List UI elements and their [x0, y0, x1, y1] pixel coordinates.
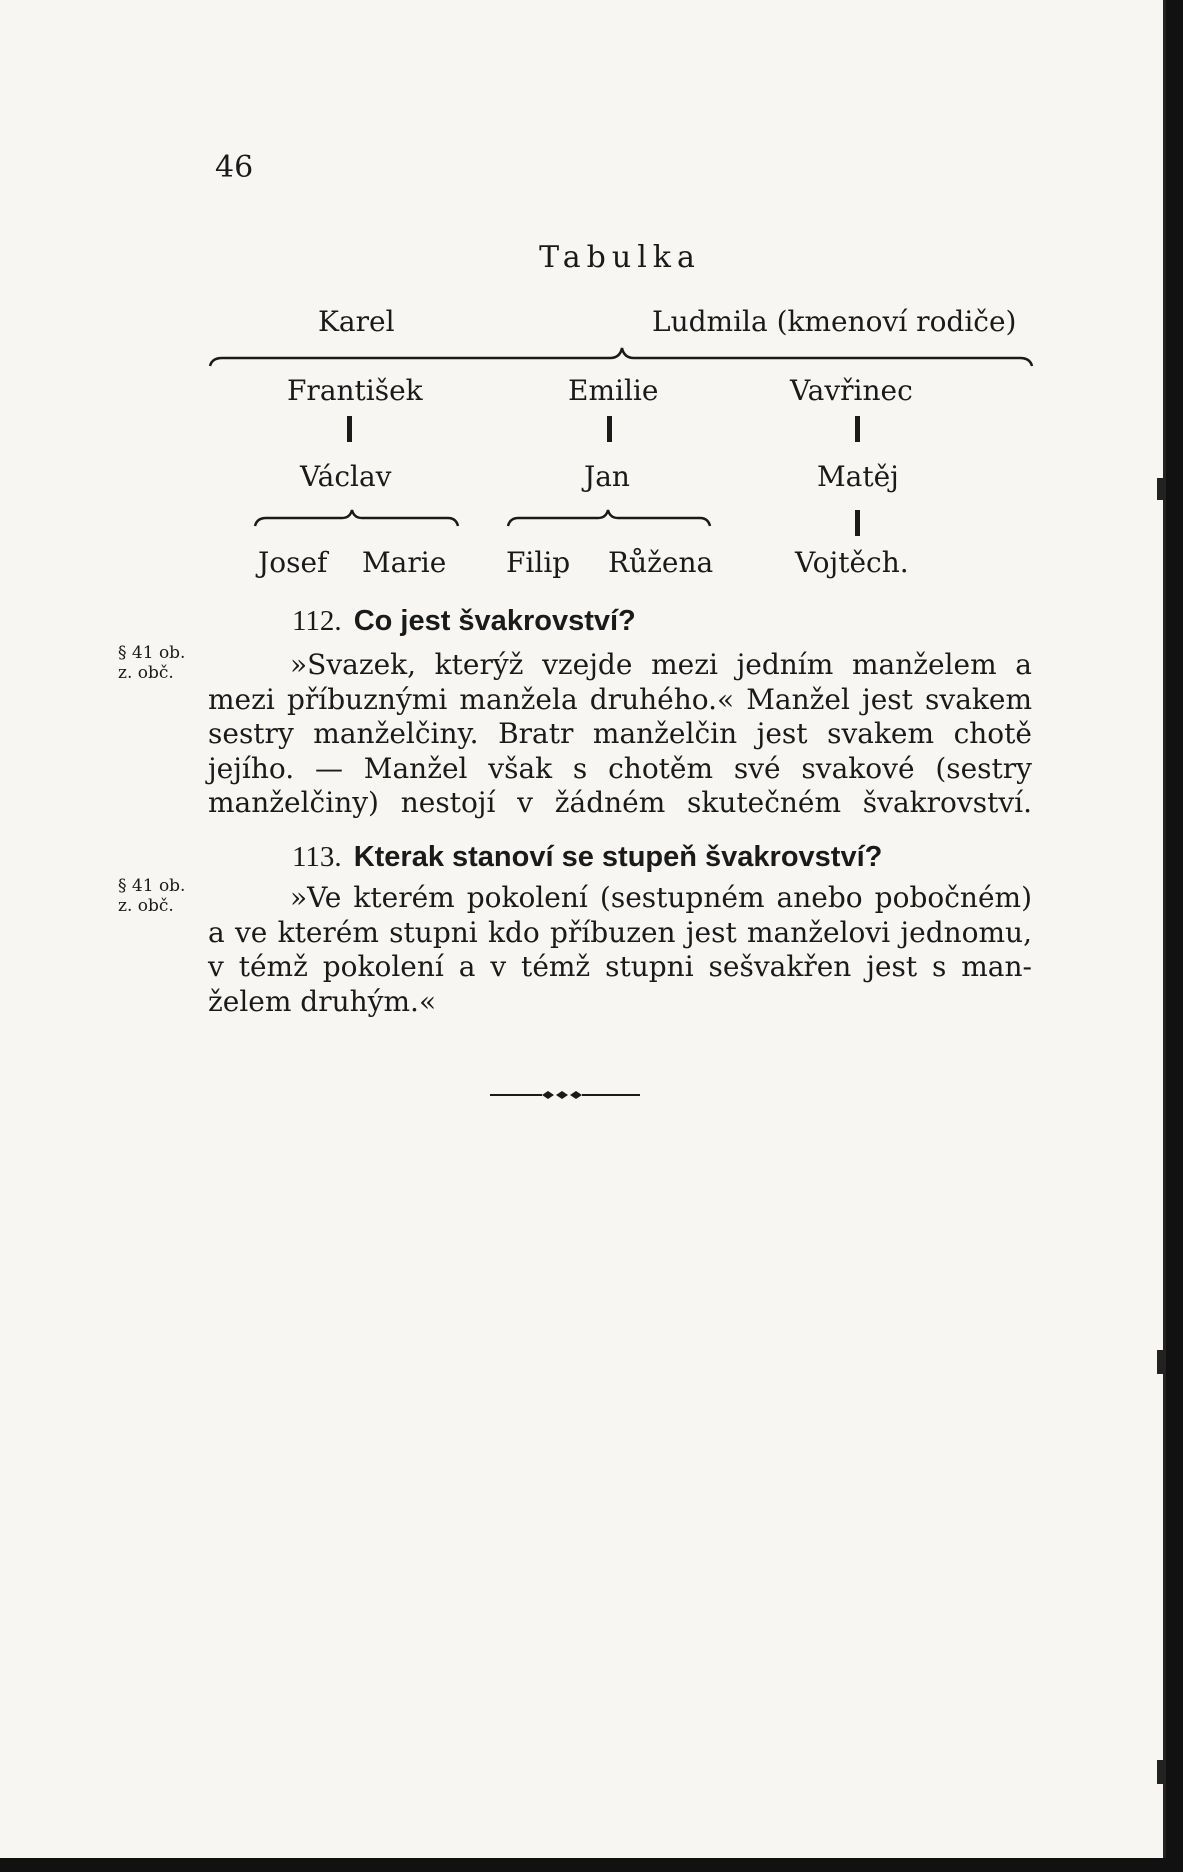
- paragraph-line: mezi příbuznými manžela druhého.« Manžel jest svakem: [208, 682, 1032, 716]
- frantisek-vertical-line: [347, 416, 352, 442]
- child-vavrinec: Vavřinec: [790, 374, 913, 407]
- section-title: Kterak stanoví se stupeň švakrovství?: [353, 841, 883, 873]
- paragraph-line: manželčiny) nestojí v žádném skutečném švakrovství.: [208, 786, 1032, 819]
- paragraph-line: v témž pokolení a v témž stupni sešvakřen jest s man-: [208, 950, 1032, 983]
- family-tree-lines: [0, 0, 1163, 600]
- paragraph-line: sestry manželčiny. Bratr manželčin jest svakem chotě: [208, 717, 1032, 750]
- child-frantisek: František: [287, 374, 423, 407]
- child-emilie: Emilie: [568, 374, 659, 407]
- great-grandchild-filip: Filip: [506, 546, 571, 579]
- section-113-margin-note: [118, 876, 185, 916]
- great-grandchild-marie: Marie: [362, 546, 447, 579]
- section-113-heading: [292, 841, 882, 874]
- parent-karel: Karel: [318, 305, 395, 338]
- paragraph-line: a ve kterém stupni kdo příbuzen jest manželovi jednomu,: [208, 915, 1032, 949]
- grandchild-vaclav: Václav: [300, 460, 392, 493]
- paragraph-line: jejího. — Manžel však s chotěm své svakové (sestry: [208, 751, 1032, 785]
- section-number: 112.: [292, 605, 342, 637]
- great-grandchild-josef: Josef: [258, 546, 328, 579]
- edge-mark: [1157, 478, 1163, 500]
- section-113-paragraph: [208, 881, 1032, 1019]
- edge-mark: [1157, 1350, 1163, 1374]
- jan-brace-line: [508, 510, 710, 526]
- emilie-vertical-line: [607, 416, 612, 442]
- margin-note-line: § 41 ob.: [118, 876, 186, 896]
- table-title: Tabulka: [539, 240, 701, 275]
- matej-vertical-line: [855, 510, 860, 536]
- vaclav-brace-line: [255, 510, 458, 526]
- paragraph-line: »Ve kterém pokolení (sestupném anebo pobočném): [290, 881, 1032, 914]
- grandchild-jan: Jan: [584, 460, 630, 493]
- parent-ludmila: Ludmila (kmenoví rodiče): [652, 305, 1017, 338]
- great-grandchild-vojtech: Vojtěch.: [795, 546, 909, 579]
- margin-note-line: § 41 ob.: [118, 643, 186, 663]
- section-title: Co jest švakrovství?: [353, 605, 636, 637]
- section-112-heading: [292, 605, 636, 638]
- section-number: 113.: [292, 841, 342, 873]
- section-112-margin-note: [118, 643, 185, 683]
- edge-mark: [1157, 1760, 1163, 1784]
- ornament-divider: [490, 1091, 640, 1099]
- grandchild-matej: Matěj: [817, 460, 899, 493]
- page-number: 46: [215, 150, 254, 185]
- margin-note-line: z. obč.: [118, 896, 174, 916]
- paragraph-line: »Svazek, kterýž vzejde mezi jedním manželem a: [290, 648, 1032, 681]
- great-grandchild-ruzena: Růžena: [608, 546, 714, 579]
- margin-note-line: z. obč.: [118, 663, 174, 683]
- parents-brace-line: [210, 348, 1032, 366]
- paragraph-line: želem druhým.«: [208, 984, 437, 1018]
- section-112-paragraph: [208, 648, 1032, 821]
- vavrinec-vertical-line: [855, 416, 860, 442]
